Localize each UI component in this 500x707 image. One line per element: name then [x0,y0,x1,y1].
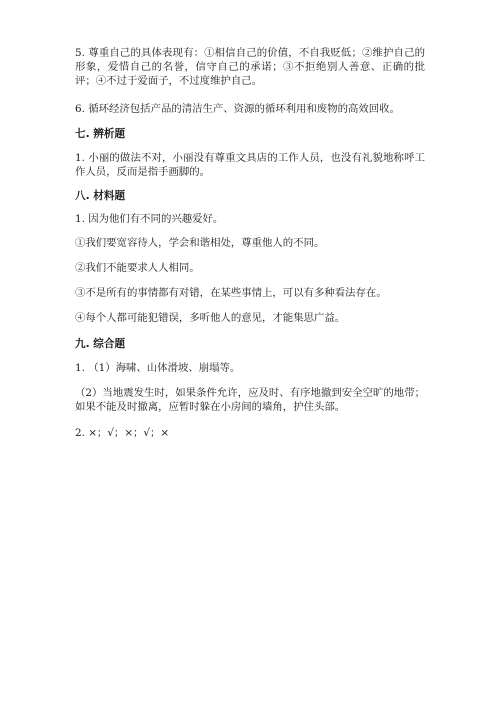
answer-6: 6. 循环经济包括产品的清洁生产、资源的循环利用和废物的高效回收。 [75,103,400,115]
section-9-answer-1-part-2: （2）当地震发生时，如果条件允许，应及时、有序地撤到安全空旷的地带；如果不能及时撤离，应暂时躲在小房间的墙角，护住头部。 [75,387,425,413]
section-8-point-4: ④每个人都可能犯错误，多听他人的意见，才能集思广益。 [75,312,346,324]
section-8-answer-1: 1. 因为他们有不同的兴趣爱好。 [75,213,224,225]
section-7-answer-1: 1. 小丽的做法不对，小丽没有尊重文具店的工作人员，也没有礼貌地称呼工作人员，反而是指手画脚的。 [75,152,425,178]
answer-5: 5. 尊重自己的具体表现有：①相信自己的价值，不自我贬低；②维护自己的形象，爱惜自己的名誉，信守自己的承诺；③不拒绝别人善意、正确的批评；④不过于爱面子，不过度维护自己。 [75,47,425,87]
section-9-answer-1: 1. （1）海啸、山体滑坡、崩塌等。 [75,362,241,374]
section-9-answer-2: 2. ×；√；×；√；× [75,427,170,439]
section-9-heading: 九. 综合题 [75,338,126,350]
section-8-point-3: ③不是所有的事情都有对错，在某些事情上，可以有多种看法存在。 [75,287,387,299]
section-7-heading: 七. 辨析题 [75,128,126,140]
section-8-point-2: ②我们不能要求人人相同。 [75,262,200,274]
section-8-heading: 八. 材料题 [75,190,126,202]
section-8-point-1: ①我们要宽容待人，学会和谐相处，尊重他人的不同。 [75,237,325,249]
